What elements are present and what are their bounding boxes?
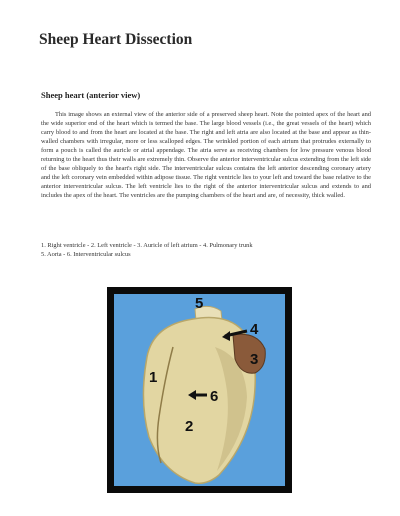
legend-line-1: 1. Right ventricle - 2. Left ventricle - 3. Auricle of left atrium - 4. Pulmonary trunk [41,242,253,249]
section-heading: Sheep heart (anterior view) [41,90,141,100]
label-4: 4 [250,321,259,338]
description-paragraph [41,110,371,200]
paragraph-text: This image shows an external view of the anterior side of a preserved sheep heart. Note the pointed apex of the heart and the wide superior end of the heart which is termed the base. The large blood vessels (i.e., the great vessels of the heart) which carry blood to and from the heart are located at the base. The right and left atria are also located at the base and appear as thin-walled chambers with irregular, more or less scalloped edges. The wrinkled portion of each atrium that protrudes externally to form a pouch is called the auricle or atrial appendage. The atria serve as receiving chambers for low pressure venous blood returning to the heart thus their walls are extremely thin. Observe the anterior interventricular sulcus extending from the left side of the base obliquely to the heart's right side. The interventricular sulcus contains the left anterior descending coronary artery and the left coronary vein embedded within adipose tissue. The right ventricle lies to your left and toward the base relative to the anterior interventricular sulcus. The left ventricle lies to the right of the anterior interventricular sulcus and extends to and includes the apex of the heart. The ventricles are the pumping chambers of the heart and are, of necessity, thick walled. [41,111,371,199]
label-5: 5 [195,295,204,312]
label-1: 1 [149,369,158,386]
page-title: Sheep Heart Dissection [39,31,193,48]
label-3: 3 [250,351,259,368]
heart-photo [107,287,292,493]
label-6: 6 [210,388,219,405]
label-2: 2 [185,418,194,435]
figure-legend [41,241,371,259]
legend-line-2: 5. Aorta - 6. Interventricular sulcus [41,251,131,258]
